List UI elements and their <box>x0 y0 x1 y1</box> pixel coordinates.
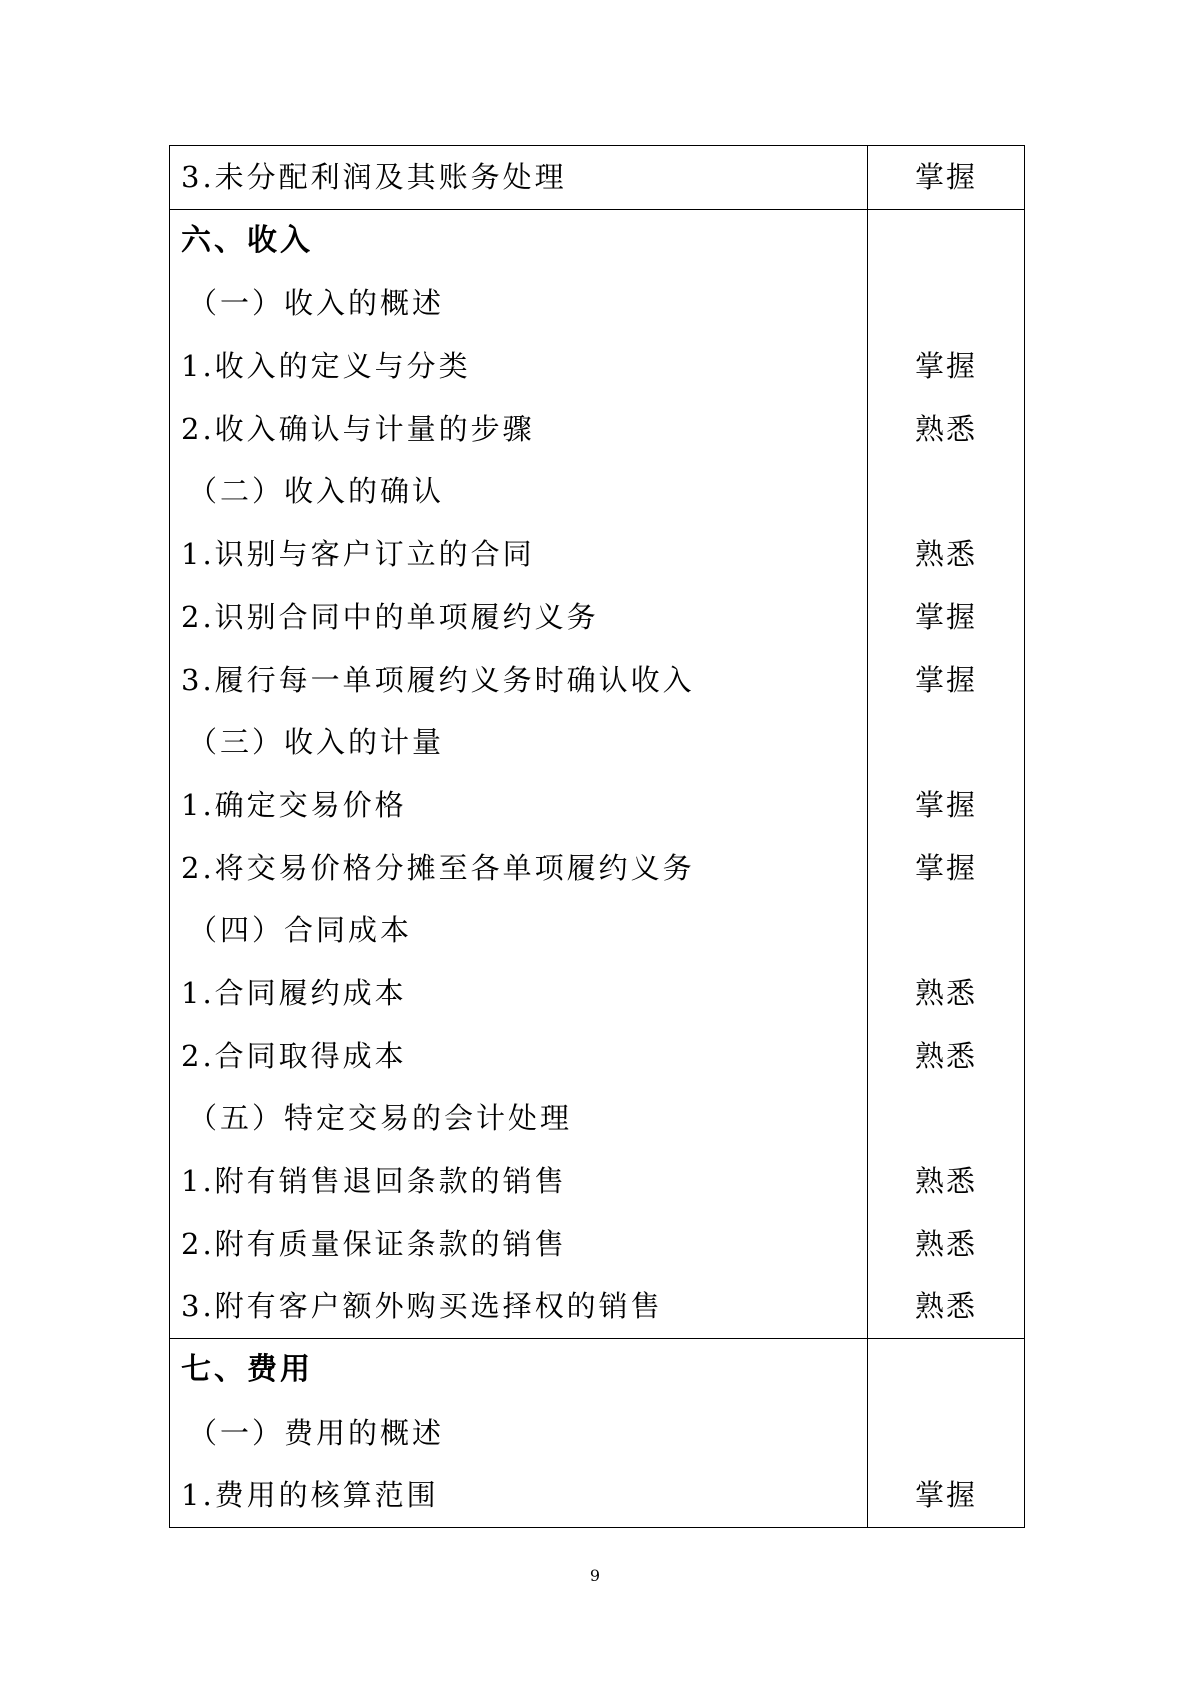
section-heading: 七、费用 <box>181 1352 313 1388</box>
requirement-level <box>868 272 1024 335</box>
topic-item: 3.履行每一单项履约义务时确认收入 <box>181 662 695 697</box>
table-body <box>170 146 1025 1528</box>
subsection-title: （一）收入的概述 <box>188 286 445 321</box>
topic-item: 1.收入的定义与分类 <box>181 349 471 384</box>
requirement-level: 掌握 <box>914 662 977 697</box>
requirement-level: 熟悉 <box>914 1164 977 1198</box>
subsection-title: （一）费用的概述 <box>188 1415 445 1450</box>
topic-item: 2.将交易价格分摊至各单项履约义务 <box>181 850 695 885</box>
subsection-title: （五）特定交易的会计处理 <box>188 1101 573 1136</box>
topic-cell <box>170 209 868 1338</box>
topic-item: 1.合同履约成本 <box>181 975 407 1010</box>
topic-item: 3.未分配利润及其账务处理 <box>181 160 567 194</box>
requirement-level: 掌握 <box>914 787 977 822</box>
topic-cell <box>170 146 868 210</box>
requirement-level <box>868 460 1024 523</box>
requirement-level: 掌握 <box>914 850 977 885</box>
syllabus-table <box>169 145 1025 1528</box>
topic-item: 2.合同取得成本 <box>181 1038 407 1073</box>
table-row <box>170 209 1025 1338</box>
level-cell <box>868 146 1025 210</box>
requirement-level <box>868 210 1024 273</box>
requirement-level <box>868 711 1024 774</box>
requirement-level: 掌握 <box>914 160 977 194</box>
topic-item: 1.费用的核算范围 <box>181 1478 439 1513</box>
subsection-title: （二）收入的确认 <box>188 474 445 509</box>
requirement-level: 掌握 <box>914 599 977 634</box>
topic-item: 1.识别与客户订立的合同 <box>181 537 535 572</box>
requirement-level: 熟悉 <box>914 975 977 1010</box>
requirement-level <box>868 1402 1024 1465</box>
topic-item: 1.附有销售退回条款的销售 <box>181 1164 567 1198</box>
requirement-level: 熟悉 <box>914 1289 977 1324</box>
requirement-level: 熟悉 <box>914 1038 977 1073</box>
topic-item: 2.附有质量保证条款的销售 <box>181 1226 567 1261</box>
requirement-level <box>868 1339 1024 1402</box>
table-row <box>170 146 1025 210</box>
requirement-level: 熟悉 <box>914 411 977 446</box>
requirement-level <box>868 899 1024 962</box>
requirement-level <box>868 1087 1024 1150</box>
requirement-level: 熟悉 <box>914 1226 977 1261</box>
topic-item: 3.附有客户额外购买选择权的销售 <box>181 1289 663 1324</box>
level-cell <box>868 1339 1025 1528</box>
page-number: 9 <box>589 1566 601 1585</box>
requirement-level: 掌握 <box>914 1478 977 1513</box>
level-cell <box>868 209 1025 1338</box>
subsection-title: （四）合同成本 <box>188 913 413 948</box>
table-row <box>170 1339 1025 1528</box>
subsection-title: （三）收入的计量 <box>188 725 445 760</box>
topic-cell <box>170 1339 868 1528</box>
requirement-level: 掌握 <box>914 349 977 384</box>
section-heading: 六、收入 <box>181 222 313 258</box>
topic-item: 2.识别合同中的单项履约义务 <box>181 599 599 634</box>
topic-item: 1.确定交易价格 <box>181 787 407 822</box>
topic-item: 2.收入确认与计量的步骤 <box>181 411 535 446</box>
requirement-level: 熟悉 <box>914 537 977 572</box>
